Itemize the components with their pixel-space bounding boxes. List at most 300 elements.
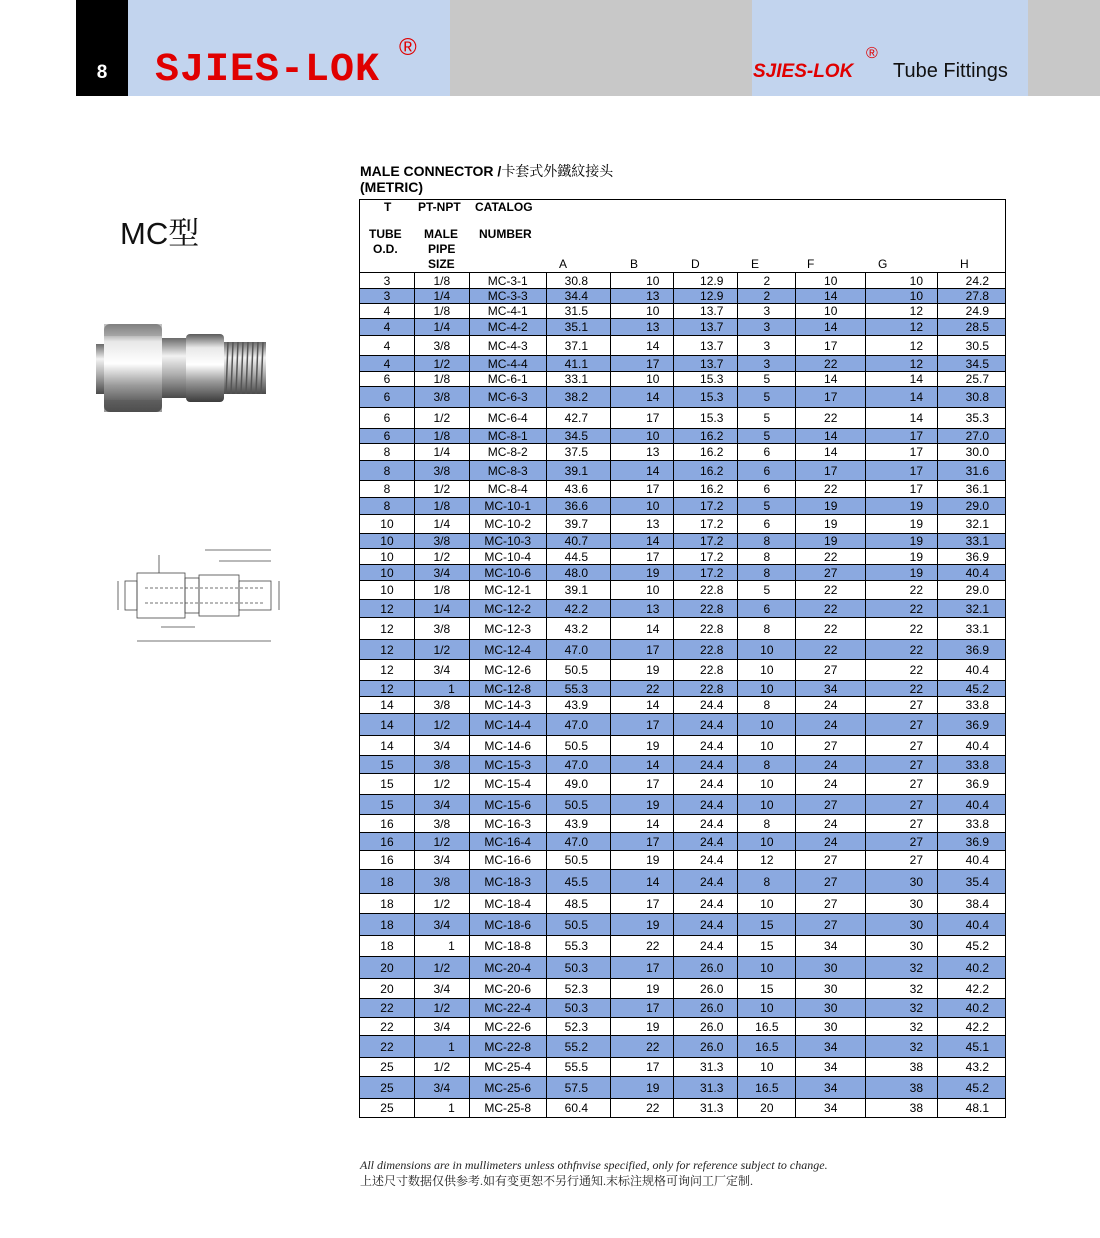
- cell-cat: MC-4-4: [469, 356, 546, 372]
- cell-b: 17: [610, 833, 674, 851]
- cell-f: 30: [796, 979, 866, 999]
- header-band-gray-right: [1028, 0, 1100, 96]
- cell-f: 22: [796, 481, 866, 498]
- cell-b: 22: [610, 1099, 674, 1118]
- cell-g: 22: [866, 681, 938, 697]
- cell-g: 38: [866, 1058, 938, 1077]
- cell-cat: MC-25-4: [469, 1058, 546, 1077]
- cell-cat: MC-15-3: [469, 756, 546, 774]
- cell-a: 43.9: [546, 697, 610, 714]
- cell-t: 22: [360, 999, 415, 1018]
- cell-b: 17: [610, 714, 674, 736]
- cell-f: 34: [796, 1077, 866, 1099]
- table-row: [360, 1058, 1006, 1077]
- cell-h: 32.1: [938, 515, 1006, 534]
- cell-h: 36.1: [938, 481, 1006, 498]
- header-t: T: [384, 200, 392, 214]
- cell-g: 27: [866, 774, 938, 795]
- header-band-white: [0, 0, 76, 96]
- cell-size: 3/8: [414, 815, 469, 833]
- table-row: [360, 1018, 1006, 1036]
- cell-cat: MC-14-3: [469, 697, 546, 714]
- cell-size: 3/8: [414, 534, 469, 549]
- cell-a: 42.2: [546, 600, 610, 618]
- cell-t: 6: [360, 408, 415, 429]
- cell-b: 13: [610, 319, 674, 336]
- cell-f: 22: [796, 356, 866, 372]
- cell-e: 5: [738, 429, 796, 444]
- cell-size: 1/8: [414, 304, 469, 319]
- cell-a: 34.5: [546, 429, 610, 444]
- cell-size: 1/4: [414, 319, 469, 336]
- cell-b: 14: [610, 697, 674, 714]
- cell-t: 25: [360, 1058, 415, 1077]
- cell-t: 20: [360, 957, 415, 979]
- cell-h: 33.8: [938, 756, 1006, 774]
- cell-h: 42.2: [938, 979, 1006, 999]
- cell-f: 27: [796, 894, 866, 914]
- cell-cat: MC-12-3: [469, 618, 546, 640]
- cell-h: 45.2: [938, 1077, 1006, 1099]
- cell-g: 22: [866, 581, 938, 600]
- cell-g: 12: [866, 356, 938, 372]
- cell-b: 13: [610, 289, 674, 304]
- dimension-table: [359, 199, 1006, 1118]
- table-row: [360, 1077, 1006, 1099]
- cell-d: 24.4: [674, 894, 738, 914]
- cell-e: 12: [738, 851, 796, 870]
- cell-h: 38.4: [938, 894, 1006, 914]
- cell-cat: MC-12-6: [469, 660, 546, 681]
- cell-f: 34: [796, 1058, 866, 1077]
- header-g: G: [878, 257, 888, 271]
- cell-b: 19: [610, 736, 674, 756]
- cell-h: 30.8: [938, 387, 1006, 408]
- cell-e: 16.5: [738, 1036, 796, 1058]
- cell-d: 24.4: [674, 756, 738, 774]
- cell-f: 22: [796, 581, 866, 600]
- table-row: [360, 600, 1006, 618]
- cell-f: 24: [796, 756, 866, 774]
- cell-f: 24: [796, 697, 866, 714]
- cell-b: 19: [610, 660, 674, 681]
- cell-d: 22.8: [674, 581, 738, 600]
- cell-cat: MC-18-4: [469, 894, 546, 914]
- cell-t: 18: [360, 914, 415, 936]
- cell-d: 13.7: [674, 336, 738, 356]
- cell-size: 1/2: [414, 481, 469, 498]
- cell-e: 8: [738, 870, 796, 894]
- cell-d: 13.7: [674, 304, 738, 319]
- cell-b: 10: [610, 429, 674, 444]
- cell-h: 33.1: [938, 618, 1006, 640]
- cell-t: 6: [360, 387, 415, 408]
- table-row: [360, 851, 1006, 870]
- cell-g: 32: [866, 1018, 938, 1036]
- fitting-photo: [94, 318, 269, 418]
- cell-h: 40.4: [938, 660, 1006, 681]
- cell-f: 30: [796, 999, 866, 1018]
- cell-d: 31.3: [674, 1077, 738, 1099]
- cell-h: 27.0: [938, 429, 1006, 444]
- cell-e: 10: [738, 1058, 796, 1077]
- cell-d: 22.8: [674, 640, 738, 660]
- cell-b: 17: [610, 549, 674, 565]
- header-band-gray-middle: [450, 0, 752, 96]
- header-pipe: PIPE: [428, 242, 456, 256]
- cell-a: 48.0: [546, 565, 610, 581]
- cell-b: 19: [610, 795, 674, 815]
- cell-size: 1/2: [414, 714, 469, 736]
- cell-size: 1/2: [414, 999, 469, 1018]
- cell-cat: MC-16-4: [469, 833, 546, 851]
- cell-a: 40.7: [546, 534, 610, 549]
- cell-f: 34: [796, 1036, 866, 1058]
- cell-a: 55.3: [546, 681, 610, 697]
- cell-h: 36.9: [938, 774, 1006, 795]
- cell-e: 10: [738, 736, 796, 756]
- cell-t: 12: [360, 618, 415, 640]
- cell-size: 3/4: [414, 1018, 469, 1036]
- cell-g: 30: [866, 936, 938, 957]
- cell-a: 31.5: [546, 304, 610, 319]
- cell-g: 14: [866, 372, 938, 387]
- table-row: [360, 581, 1006, 600]
- header-ptnpt: PT-NPT: [418, 200, 461, 214]
- page-number: 8: [96, 62, 108, 83]
- cell-e: 5: [738, 387, 796, 408]
- cell-t: 10: [360, 549, 415, 565]
- cell-f: 22: [796, 640, 866, 660]
- cell-a: 50.5: [546, 914, 610, 936]
- cell-size: 1: [414, 1036, 469, 1058]
- cell-f: 22: [796, 549, 866, 565]
- cell-e: 6: [738, 461, 796, 481]
- table-row: [360, 408, 1006, 429]
- cell-size: 1/4: [414, 289, 469, 304]
- cell-g: 27: [866, 756, 938, 774]
- cell-d: 31.3: [674, 1058, 738, 1077]
- cell-g: 27: [866, 736, 938, 756]
- cell-d: 22.8: [674, 681, 738, 697]
- cell-cat: MC-8-1: [469, 429, 546, 444]
- cell-h: 33.8: [938, 815, 1006, 833]
- cell-b: 19: [610, 1077, 674, 1099]
- header-a: A: [559, 257, 568, 271]
- cell-b: 14: [610, 336, 674, 356]
- cell-b: 17: [610, 894, 674, 914]
- cell-h: 40.4: [938, 851, 1006, 870]
- cell-g: 12: [866, 304, 938, 319]
- table-body: [360, 273, 1006, 1118]
- cell-d: 24.4: [674, 714, 738, 736]
- cell-e: 5: [738, 408, 796, 429]
- table-title-en: MALE CONNECTOR /: [360, 163, 502, 179]
- cell-h: 40.4: [938, 795, 1006, 815]
- cell-e: 10: [738, 999, 796, 1018]
- cell-size: 3/8: [414, 618, 469, 640]
- cell-f: 10: [796, 273, 866, 289]
- cell-b: 19: [610, 979, 674, 999]
- cell-e: 10: [738, 795, 796, 815]
- cell-b: 14: [610, 618, 674, 640]
- cell-size: 1/8: [414, 498, 469, 515]
- cell-h: 40.4: [938, 565, 1006, 581]
- cell-t: 3: [360, 289, 415, 304]
- cell-f: 17: [796, 387, 866, 408]
- cell-g: 32: [866, 1036, 938, 1058]
- cell-e: 6: [738, 444, 796, 461]
- cell-t: 22: [360, 1036, 415, 1058]
- cell-d: 26.0: [674, 979, 738, 999]
- cell-a: 43.9: [546, 815, 610, 833]
- cell-cat: MC-4-3: [469, 336, 546, 356]
- table-row: [360, 549, 1006, 565]
- cell-d: 15.3: [674, 387, 738, 408]
- cell-b: 19: [610, 851, 674, 870]
- cell-d: 17.2: [674, 534, 738, 549]
- cell-b: 17: [610, 999, 674, 1018]
- cell-g: 30: [866, 914, 938, 936]
- cell-size: 1/2: [414, 894, 469, 914]
- cell-size: 1/2: [414, 408, 469, 429]
- table-row: [360, 372, 1006, 387]
- page-header: [0, 0, 1100, 96]
- cell-g: 32: [866, 979, 938, 999]
- table-row: [360, 1036, 1006, 1058]
- header-male: MALE: [424, 227, 458, 241]
- cell-b: 14: [610, 387, 674, 408]
- cell-e: 3: [738, 336, 796, 356]
- cell-a: 35.1: [546, 319, 610, 336]
- cell-cat: MC-12-4: [469, 640, 546, 660]
- cell-b: 19: [610, 1018, 674, 1036]
- cell-e: 15: [738, 914, 796, 936]
- cell-e: 8: [738, 565, 796, 581]
- cell-a: 34.4: [546, 289, 610, 304]
- cell-d: 15.3: [674, 408, 738, 429]
- cell-g: 27: [866, 815, 938, 833]
- footnote-cn: 上述尺寸数据仅供参考.如有变更恕不另行通知.末标注规格可询问工厂定制.: [360, 1174, 754, 1188]
- cell-cat: MC-10-1: [469, 498, 546, 515]
- cell-a: 36.6: [546, 498, 610, 515]
- cell-t: 10: [360, 515, 415, 534]
- cell-e: 5: [738, 581, 796, 600]
- cell-size: 3/4: [414, 565, 469, 581]
- cell-g: 14: [866, 408, 938, 429]
- cell-h: 29.0: [938, 498, 1006, 515]
- cell-a: 45.5: [546, 870, 610, 894]
- cell-d: 15.3: [674, 372, 738, 387]
- cell-size: 1/8: [414, 372, 469, 387]
- cell-size: 1/4: [414, 515, 469, 534]
- cell-t: 18: [360, 936, 415, 957]
- table-row: [360, 304, 1006, 319]
- cell-d: 24.4: [674, 815, 738, 833]
- cell-size: 3/4: [414, 795, 469, 815]
- cell-f: 22: [796, 408, 866, 429]
- cell-cat: MC-25-6: [469, 1077, 546, 1099]
- cell-d: 24.4: [674, 936, 738, 957]
- table-row: [360, 336, 1006, 356]
- cell-size: 3/4: [414, 660, 469, 681]
- cell-cat: MC-22-4: [469, 999, 546, 1018]
- cell-h: 40.4: [938, 736, 1006, 756]
- cell-cat: MC-20-6: [469, 979, 546, 999]
- cell-d: 13.7: [674, 319, 738, 336]
- cell-g: 19: [866, 565, 938, 581]
- cell-size: 3/4: [414, 979, 469, 999]
- cell-t: 22: [360, 1018, 415, 1036]
- cell-a: 41.1: [546, 356, 610, 372]
- table-header: [360, 200, 1006, 273]
- cell-g: 27: [866, 833, 938, 851]
- cell-g: 10: [866, 289, 938, 304]
- cell-h: 40.4: [938, 914, 1006, 936]
- cell-h: 32.1: [938, 600, 1006, 618]
- cell-cat: MC-18-6: [469, 914, 546, 936]
- cell-e: 15: [738, 979, 796, 999]
- table-row: [360, 618, 1006, 640]
- cell-f: 14: [796, 444, 866, 461]
- cell-d: 16.2: [674, 444, 738, 461]
- table-row: [360, 999, 1006, 1018]
- cell-d: 22.8: [674, 660, 738, 681]
- cell-t: 15: [360, 795, 415, 815]
- header-h: H: [960, 257, 969, 271]
- cell-cat: MC-10-3: [469, 534, 546, 549]
- table-row: [360, 444, 1006, 461]
- cell-d: 26.0: [674, 999, 738, 1018]
- cell-f: 30: [796, 1018, 866, 1036]
- cell-a: 47.0: [546, 714, 610, 736]
- cell-h: 43.2: [938, 1058, 1006, 1077]
- cell-g: 12: [866, 319, 938, 336]
- table-row: [360, 273, 1006, 289]
- cell-a: 47.0: [546, 640, 610, 660]
- cell-b: 10: [610, 498, 674, 515]
- cell-h: 24.2: [938, 273, 1006, 289]
- registered-mark-main: ®: [399, 34, 417, 61]
- cell-f: 17: [796, 461, 866, 481]
- cell-t: 14: [360, 736, 415, 756]
- cell-t: 8: [360, 444, 415, 461]
- cell-g: 27: [866, 714, 938, 736]
- table-row: [360, 697, 1006, 714]
- cell-f: 19: [796, 534, 866, 549]
- cell-cat: MC-18-3: [469, 870, 546, 894]
- cell-g: 38: [866, 1099, 938, 1118]
- cell-b: 17: [610, 957, 674, 979]
- cell-a: 39.7: [546, 515, 610, 534]
- cell-cat: MC-15-6: [469, 795, 546, 815]
- cell-t: 18: [360, 870, 415, 894]
- cell-g: 17: [866, 429, 938, 444]
- cell-f: 27: [796, 565, 866, 581]
- cell-size: 1/8: [414, 581, 469, 600]
- cell-g: 22: [866, 640, 938, 660]
- cell-h: 33.1: [938, 534, 1006, 549]
- cell-b: 17: [610, 774, 674, 795]
- header-catalog: CATALOG: [475, 200, 533, 214]
- cell-size: 3/4: [414, 1077, 469, 1099]
- cell-h: 45.1: [938, 1036, 1006, 1058]
- cell-e: 20: [738, 1099, 796, 1118]
- cell-cat: MC-4-1: [469, 304, 546, 319]
- cell-b: 17: [610, 640, 674, 660]
- cell-b: 17: [610, 481, 674, 498]
- table-row: [360, 515, 1006, 534]
- cell-d: 17.2: [674, 565, 738, 581]
- cell-e: 2: [738, 289, 796, 304]
- cell-size: 3/4: [414, 851, 469, 870]
- cell-a: 55.5: [546, 1058, 610, 1077]
- cell-e: 6: [738, 600, 796, 618]
- cell-a: 42.7: [546, 408, 610, 429]
- cell-cat: MC-10-6: [469, 565, 546, 581]
- cell-f: 22: [796, 600, 866, 618]
- cell-a: 38.2: [546, 387, 610, 408]
- cell-e: 3: [738, 356, 796, 372]
- cell-g: 30: [866, 894, 938, 914]
- cell-t: 18: [360, 894, 415, 914]
- dimension-drawing: [115, 545, 290, 650]
- cell-a: 39.1: [546, 461, 610, 481]
- cell-size: 1/4: [414, 444, 469, 461]
- cell-d: 24.4: [674, 833, 738, 851]
- cell-f: 27: [796, 870, 866, 894]
- table-row: [360, 815, 1006, 833]
- cell-a: 33.1: [546, 372, 610, 387]
- header-od: O.D.: [373, 242, 398, 256]
- cell-a: 39.1: [546, 581, 610, 600]
- cell-b: 13: [610, 444, 674, 461]
- cell-f: 27: [796, 795, 866, 815]
- cell-size: 3/8: [414, 756, 469, 774]
- brand-logo-main: SJIES-LOK: [155, 48, 381, 93]
- cell-size: 3/8: [414, 870, 469, 894]
- cell-g: 17: [866, 461, 938, 481]
- cell-g: 19: [866, 515, 938, 534]
- cell-size: 1: [414, 681, 469, 697]
- cell-t: 10: [360, 565, 415, 581]
- cell-f: 14: [796, 372, 866, 387]
- cell-size: 1: [414, 936, 469, 957]
- cell-h: 35.3: [938, 408, 1006, 429]
- cell-d: 16.2: [674, 461, 738, 481]
- cell-cat: MC-6-3: [469, 387, 546, 408]
- cell-g: 17: [866, 481, 938, 498]
- cell-g: 27: [866, 851, 938, 870]
- cell-f: 27: [796, 660, 866, 681]
- cell-t: 8: [360, 498, 415, 515]
- table-row: [360, 319, 1006, 336]
- cell-g: 22: [866, 618, 938, 640]
- table-row: [360, 387, 1006, 408]
- cell-cat: MC-10-2: [469, 515, 546, 534]
- cell-d: 24.4: [674, 736, 738, 756]
- table-row: [360, 833, 1006, 851]
- cell-h: 31.6: [938, 461, 1006, 481]
- cell-size: 1/8: [414, 429, 469, 444]
- cell-h: 24.9: [938, 304, 1006, 319]
- cell-t: 15: [360, 774, 415, 795]
- footnote-en: All dimensions are in mullimeters unless othfnvise specified, only for reference subject to change.: [360, 1158, 828, 1172]
- header-d: D: [691, 257, 700, 271]
- cell-h: 25.7: [938, 372, 1006, 387]
- cell-a: 37.5: [546, 444, 610, 461]
- cell-cat: MC-6-4: [469, 408, 546, 429]
